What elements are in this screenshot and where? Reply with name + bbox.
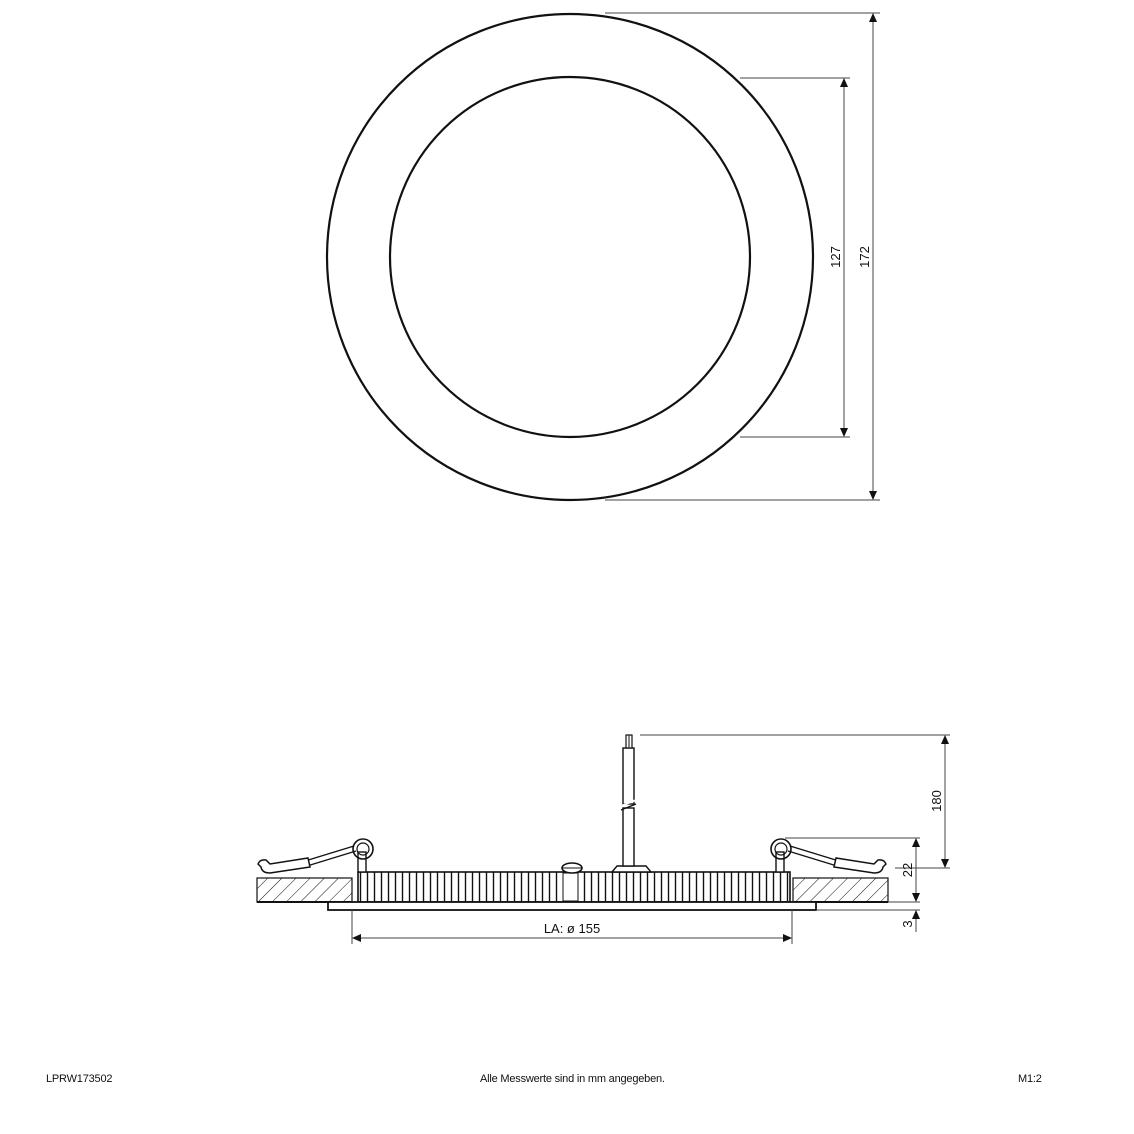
ceiling-left-section xyxy=(257,878,352,902)
article-number: LPRW173502 xyxy=(46,1073,113,1085)
cable-gland xyxy=(612,866,651,872)
arrow-right-icon xyxy=(783,934,792,942)
arrow-up-icon xyxy=(840,78,848,87)
left-spring-clip xyxy=(258,839,373,873)
outer-diameter-label: 172 xyxy=(857,246,872,268)
measurement-note: Alle Messwerte sind in mm angegeben. xyxy=(480,1073,665,1085)
inner-diameter-label: 127 xyxy=(828,246,843,268)
cable-length-label: 180 xyxy=(929,790,944,812)
flange-thickness-label: 3 xyxy=(900,920,915,928)
arrow-left-icon xyxy=(352,934,361,942)
scale-label: M1:2 xyxy=(1018,1073,1042,1085)
arrow-down-icon xyxy=(869,491,877,500)
flange-plate xyxy=(328,902,816,910)
cutout-label: LA: ø 155 xyxy=(543,921,601,936)
ceiling-right-section xyxy=(793,878,888,902)
cable-upper xyxy=(623,748,634,804)
arrow-down-icon xyxy=(941,859,949,868)
arrow-up-icon xyxy=(869,13,877,22)
inner-diffuser-circle xyxy=(390,77,750,437)
arrow-down-icon xyxy=(912,893,920,902)
arrow-up-icon xyxy=(912,838,920,847)
outer-ring-circle xyxy=(327,14,813,500)
arrow-up-icon xyxy=(941,735,949,744)
height-label: 22 xyxy=(900,862,915,878)
right-spring-clip xyxy=(771,839,886,873)
side-view xyxy=(257,735,950,944)
arrow-up-icon xyxy=(912,910,920,919)
top-view xyxy=(327,13,880,500)
cable-lower xyxy=(623,808,634,866)
body-gap xyxy=(563,873,578,901)
arrow-down-icon xyxy=(840,428,848,437)
